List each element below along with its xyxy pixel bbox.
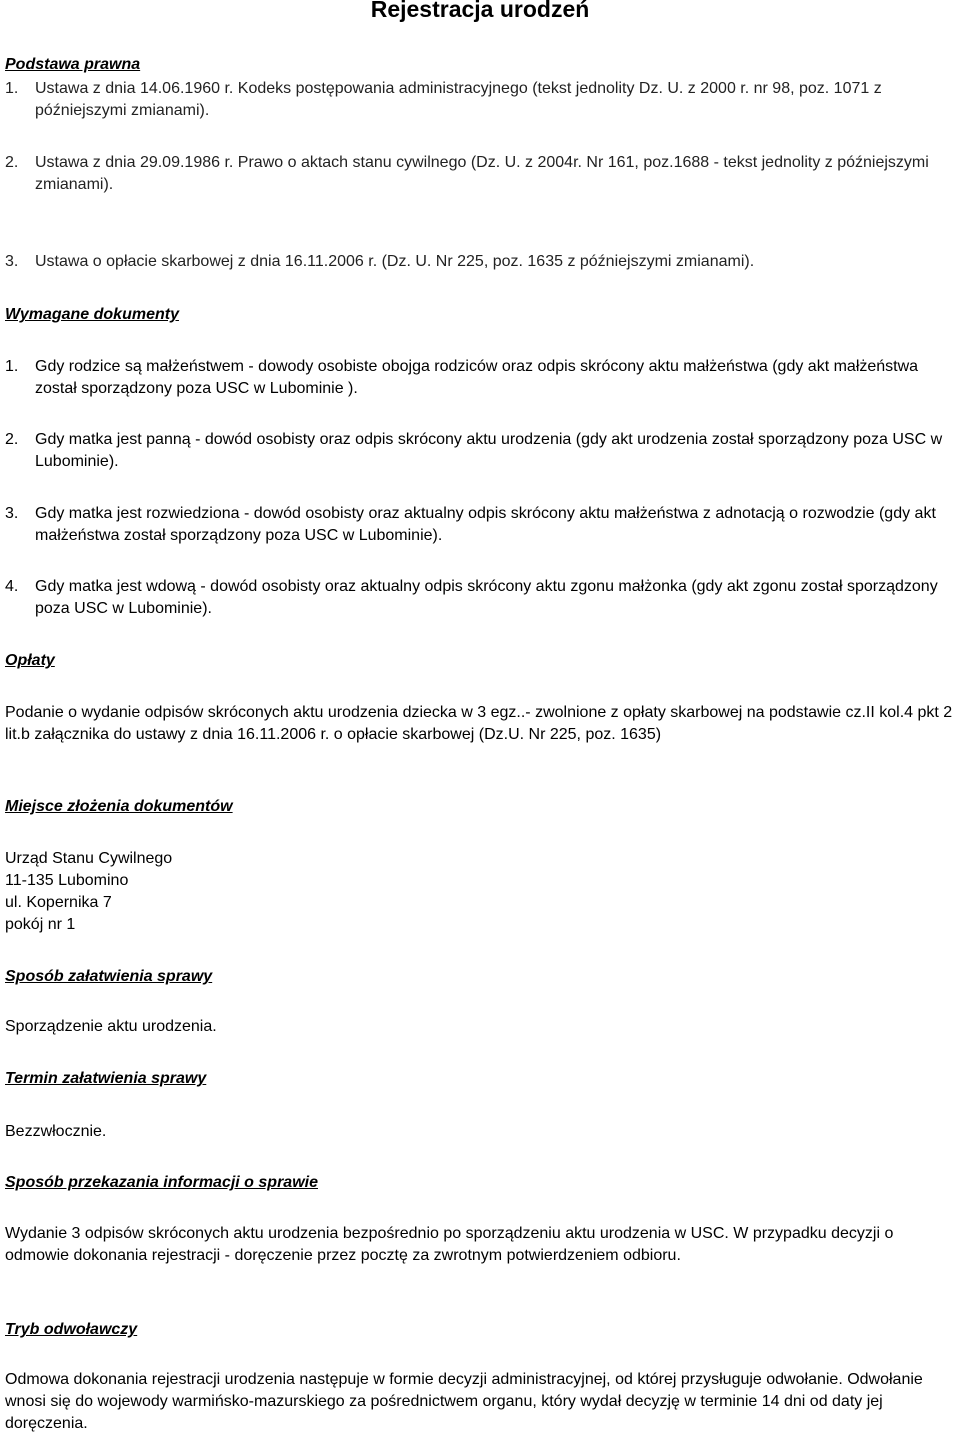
address-line: 11-135 Lubomino xyxy=(5,872,129,889)
heading-required-documents: Wymagane dokumenty xyxy=(5,306,179,323)
address-line: ul. Kopernika 7 xyxy=(5,894,112,911)
required-doc-item-3 xyxy=(5,503,955,547)
list-number: 3. xyxy=(5,505,19,522)
required-doc-item-1 xyxy=(5,356,955,400)
list-number: 2. xyxy=(5,154,19,171)
heading-appeal: Tryb odwoławczy xyxy=(5,1321,138,1338)
list-number: 1. xyxy=(5,358,19,375)
legal-basis-item-3 xyxy=(5,251,955,273)
list-number: 4. xyxy=(5,578,19,595)
heading-fees: Opłaty xyxy=(5,652,55,669)
required-doc-item-4 xyxy=(5,576,955,620)
address-line: pokój nr 1 xyxy=(5,916,76,933)
list-text: Gdy matka jest panną - dowód osobisty oraz odpis skrócony aktu urodzenia (gdy akt urodzenia został sporządzony poza USC w Lubominie). xyxy=(35,431,943,470)
legal-basis-item-2 xyxy=(5,152,955,196)
list-text: Gdy matka jest wdową - dowód osobisty oraz aktualny odpis skrócony aktu zgonu małżonka (gdy akt zgonu został sporządzony poza USC w Lubominie). xyxy=(35,578,938,617)
handling-time-text: Bezzwłocznie. xyxy=(5,1123,107,1140)
info-delivery-text: Wydanie 3 odpisów skróconych aktu urodzenia bezpośrednio po sporządzeniu aktu urodzenia w USC. W przypadku decyzji o odmowie dokonania rejestracji - doręczenie przez pocztę za zwrotnym potwierdzeniem odbioru. xyxy=(5,1225,894,1264)
list-number: 1. xyxy=(5,80,19,97)
page-title: Rejestracja urodzeń xyxy=(370,0,590,22)
heading-info-delivery: Sposób przekazania informacji o sprawie xyxy=(5,1174,318,1191)
appeal-text: Odmowa dokonania rejestracji urodzenia następuje w formie decyzji administracyjnej, od której przysługuje odwołanie. Odwołanie wnosi się do wojewody warmińsko-mazurskiego za pośrednictwem organu, który wydał decyzję w terminie 14 dni od daty jej doręczenia. xyxy=(5,1371,923,1432)
address-line: Urząd Stanu Cywilnego xyxy=(5,850,173,867)
list-text: Gdy matka jest rozwiedziona - dowód osobisty oraz aktualny odpis skrócony aktu małżeństwa z adnotacją o rozwodzie (gdy akt małżeństwa został sporządzony poza USC w Lubominie). xyxy=(35,505,936,544)
list-text: Ustawa z dnia 29.09.1986 r. Prawo o aktach stanu cywilnego (Dz. U. z 2004r. Nr 161, poz.1688 - tekst jednolity z późniejszymi zmianami). xyxy=(35,154,929,193)
handling-method-text: Sporządzenie aktu urodzenia. xyxy=(5,1018,217,1035)
list-number: 3. xyxy=(5,253,19,270)
list-number: 2. xyxy=(5,431,19,448)
list-text: Ustawa z dnia 14.06.1960 r. Kodeks postępowania administracyjnego (tekst jednolity Dz. U. z 2000 r. nr 98, poz. 1071 z późniejszymi zmianami). xyxy=(35,80,882,119)
legal-basis-item-1 xyxy=(5,78,955,122)
heading-handling-method: Sposób załatwienia sprawy xyxy=(5,968,213,985)
heading-handling-time: Termin załatwienia sprawy xyxy=(5,1070,207,1087)
heading-submission-place: Miejsce złożenia dokumentów xyxy=(5,798,233,815)
list-text: Ustawa o opłacie skarbowej z dnia 16.11.2006 r. (Dz. U. Nr 225, poz. 1635 z późniejszymi zmianami). xyxy=(35,253,755,270)
submission-address xyxy=(5,848,955,936)
required-doc-item-2 xyxy=(5,429,955,473)
heading-legal-basis: Podstawa prawna xyxy=(5,56,141,73)
fees-text: Podanie o wydanie odpisów skróconych aktu urodzenia dziecka w 3 egz..- zwolnione z opłaty skarbowej na podstawie cz.II kol.4 pkt 2 lit.b załącznika do ustawy z dnia 16.11.2006 r. o opłacie skarbowej (Dz.U. Nr 225, poz. 1635) xyxy=(5,704,953,743)
list-text: Gdy rodzice są małżeństwem - dowody osobiste obojga rodziców oraz odpis skrócony aktu małżeństwa (gdy akt małżeństwa został sporządzony poza USC w Lubominie ). xyxy=(35,358,919,397)
